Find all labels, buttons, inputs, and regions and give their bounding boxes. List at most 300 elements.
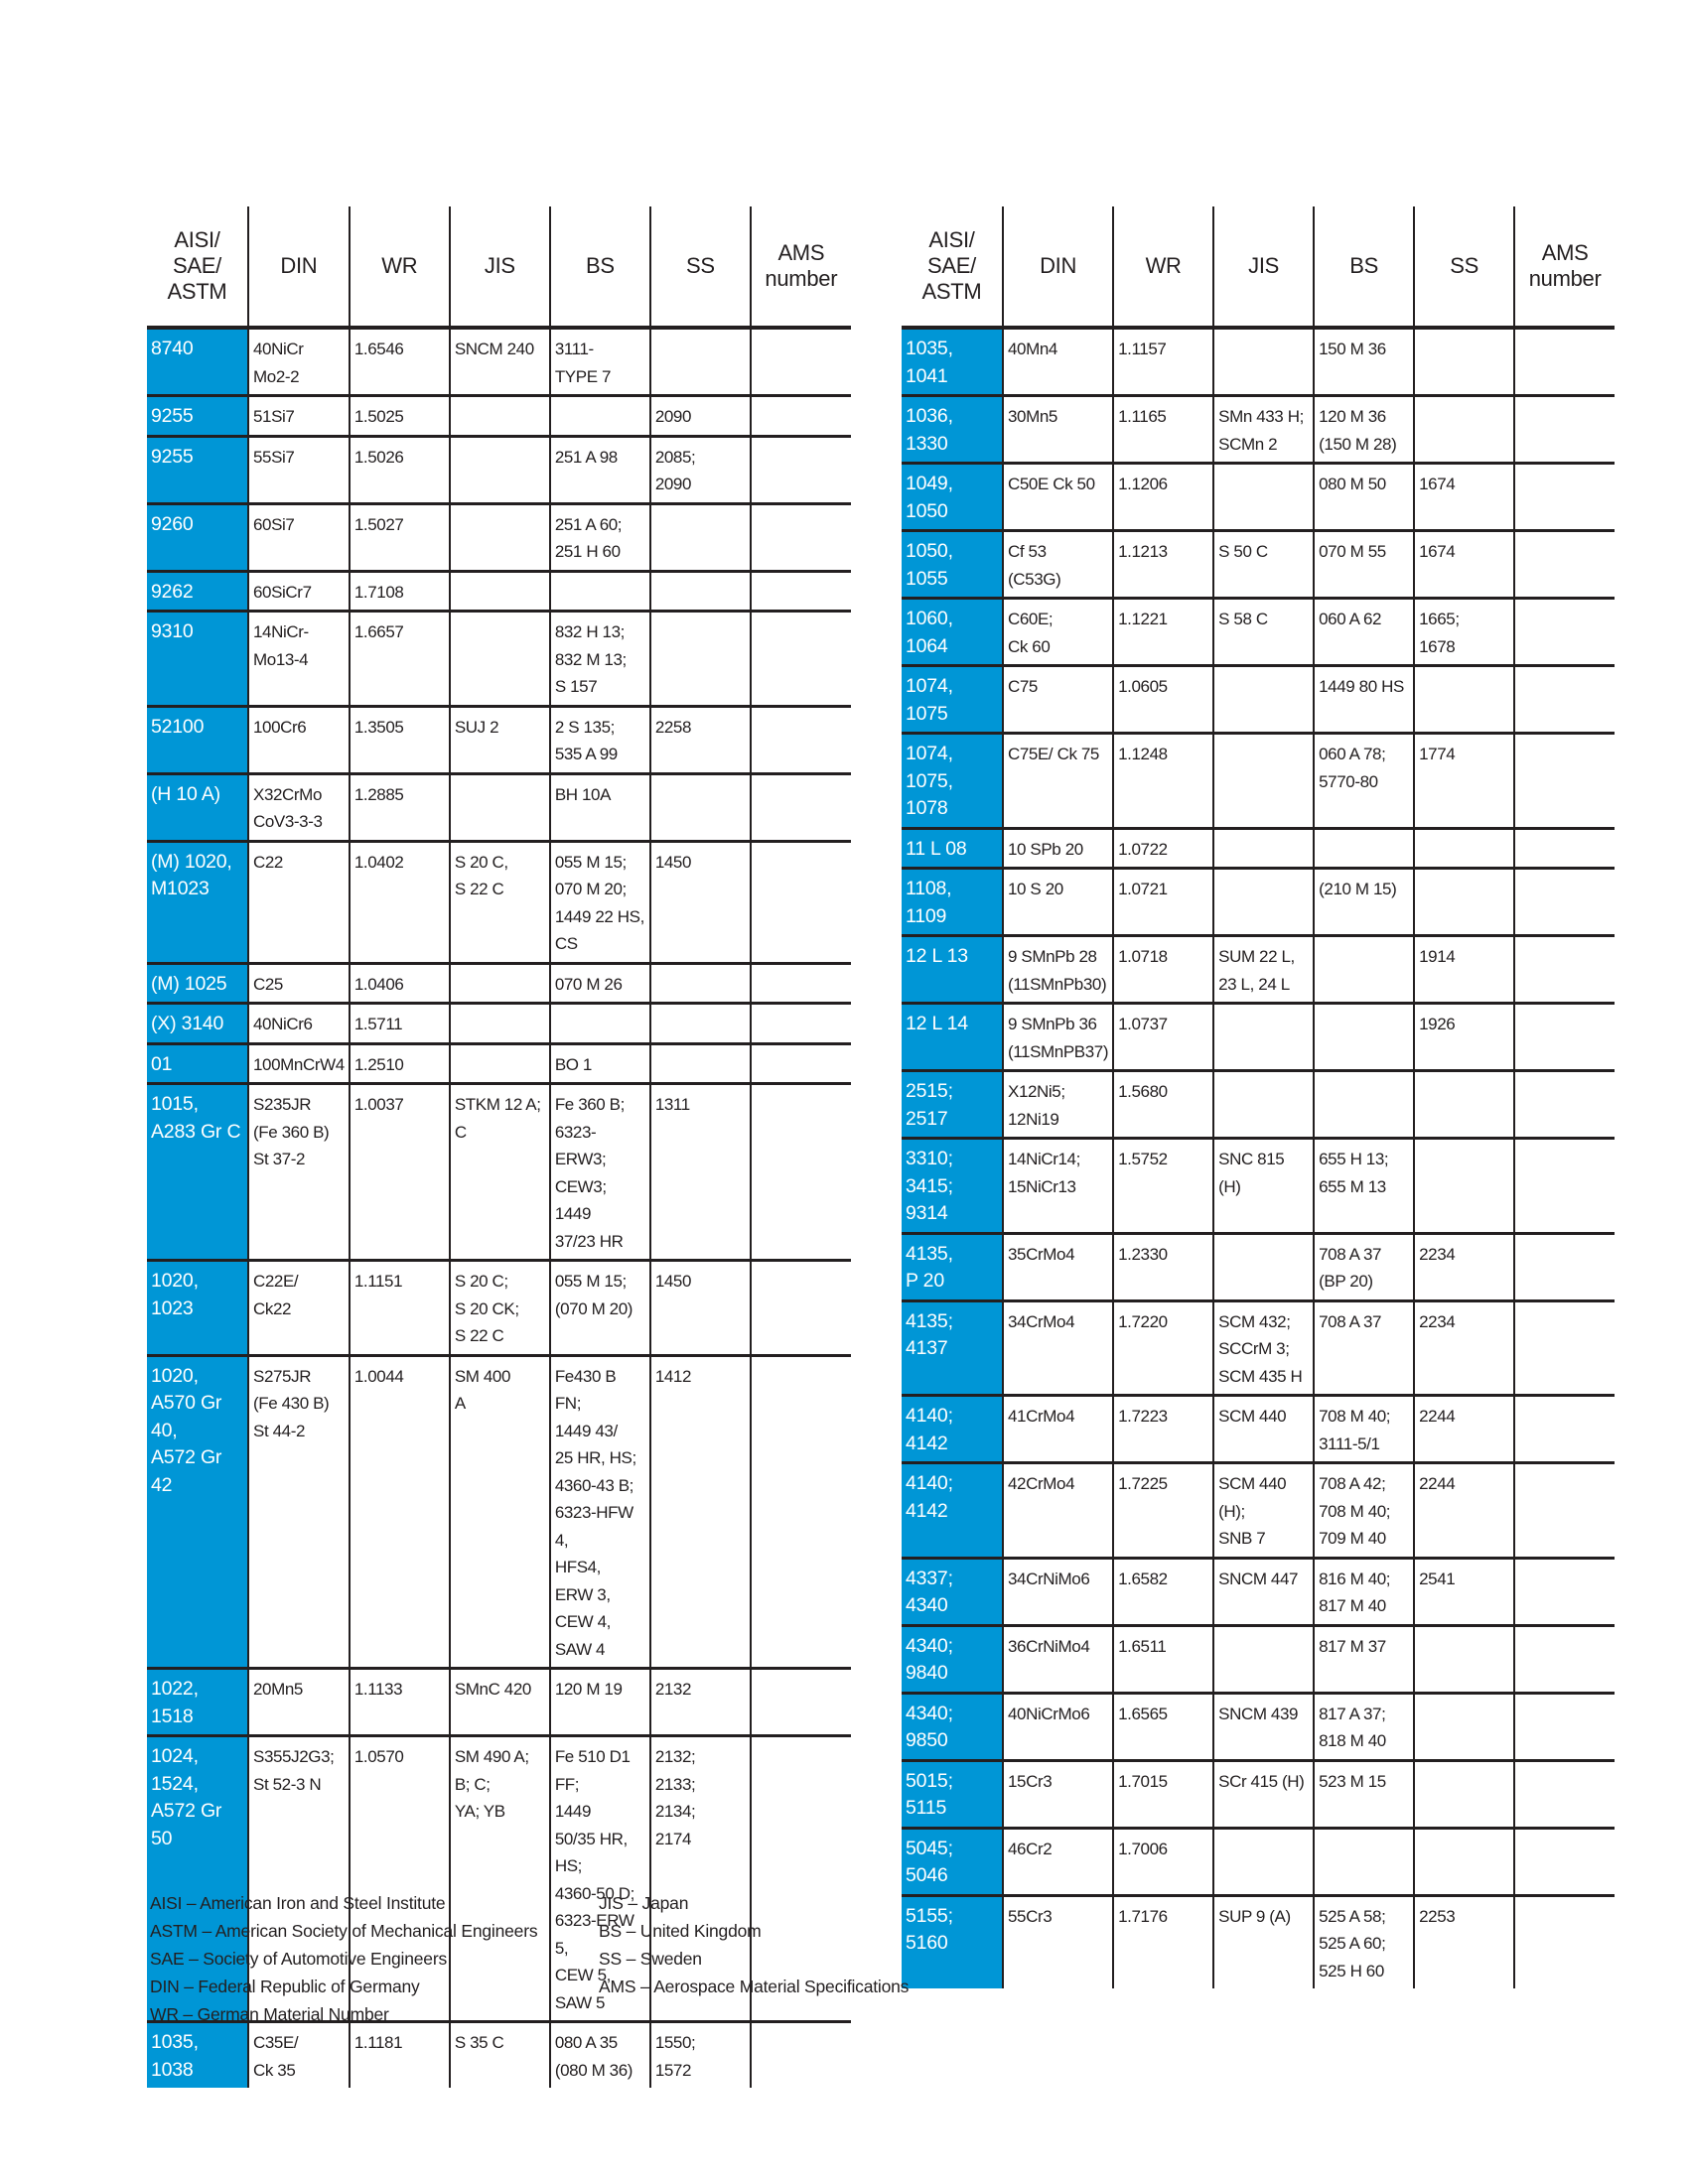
cell-wr: 1.2885 (350, 773, 450, 841)
cell-bs: BH 10A (550, 773, 650, 841)
cell-din: 46Cr2 (1003, 1828, 1113, 1895)
cell-bs: 1449 80 HS (1314, 666, 1414, 734)
cell-ss (1414, 666, 1514, 734)
cell-ams-number (1514, 936, 1615, 1004)
cell-bs: 120 M 19 (550, 1669, 650, 1736)
cell-bs: 055 M 15; 070 M 20; 1449 22 HS, CS (550, 841, 650, 963)
table-row (902, 1004, 1615, 1071)
cell-bs: Fe430 B FN; 1449 43/ 25 HR, HS; 4360-43 B; 6323-HFW 4, HFS4, ERW 3, CEW 4, SAW 4 (550, 1355, 650, 1669)
table-body-right (902, 328, 1615, 1988)
cell-wr: 1.6511 (1113, 1625, 1213, 1693)
cell-aisi-sae-astm: 4340; 9850 (902, 1693, 1003, 1760)
table-row (902, 1463, 1615, 1559)
cell-din: 100Cr6 (248, 706, 350, 773)
cell-wr: 1.0406 (350, 963, 450, 1004)
cell-ss (1414, 1071, 1514, 1139)
cell-ams-number (1514, 1558, 1615, 1625)
cell-wr: 1.5680 (1113, 1071, 1213, 1139)
cell-ams-number (751, 396, 851, 437)
cell-din: 42CrMo4 (1003, 1463, 1113, 1559)
cell-aisi-sae-astm: 01 (147, 1043, 248, 1084)
cell-ss (1414, 828, 1514, 869)
table-row (902, 734, 1615, 829)
cell-bs: 080 M 50 (1314, 464, 1414, 531)
cell-bs: 655 H 13; 655 M 13 (1314, 1139, 1414, 1234)
cell-ams-number (751, 963, 851, 1004)
cell-ams-number (1514, 328, 1615, 396)
cell-din: C22E/ Ck22 (248, 1261, 350, 1356)
cell-aisi-sae-astm: 5015; 5115 (902, 1760, 1003, 1828)
cell-din: 40Mn4 (1003, 328, 1113, 396)
table-row (902, 464, 1615, 531)
cell-bs: 817 A 37; 818 M 40 (1314, 1693, 1414, 1760)
cell-ams-number (751, 1084, 851, 1261)
cell-ss: 1914 (1414, 936, 1514, 1004)
table-row (902, 1760, 1615, 1828)
cell-bs: 832 H 13; 832 M 13; S 157 (550, 612, 650, 707)
cell-din: C75E/ Ck 75 (1003, 734, 1113, 829)
cell-aisi-sae-astm: (X) 3140 (147, 1004, 248, 1044)
cell-ams-number (1514, 1300, 1615, 1396)
cell-ams-number (1514, 1828, 1615, 1895)
cell-jis: SUP 9 (A) (1213, 1895, 1314, 1988)
cell-jis: SCM 440 (1213, 1396, 1314, 1463)
cell-ams-number (751, 436, 851, 503)
cell-din: 30Mn5 (1003, 396, 1113, 464)
cell-jis: SNCM 240 (450, 328, 550, 396)
cell-wr: 1.5026 (350, 436, 450, 503)
table-row (147, 1261, 851, 1356)
cell-wr: 1.7108 (350, 571, 450, 612)
cell-bs (550, 1004, 650, 1044)
cell-wr: 1.1181 (350, 2022, 450, 2089)
header-wr: WR (350, 206, 450, 328)
cell-jis: S 20 C; S 20 CK; S 22 C (450, 1261, 550, 1356)
steel-cross-reference-table-left (147, 206, 851, 2088)
cell-aisi-sae-astm: 4340; 9840 (902, 1625, 1003, 1693)
cell-bs: 708 A 37 (BP 20) (1314, 1233, 1414, 1300)
cell-din: S355J2G3; St 52-3 N (248, 1736, 350, 2022)
cell-aisi-sae-astm: 4140; 4142 (902, 1396, 1003, 1463)
cell-ams-number (1514, 396, 1615, 464)
cell-wr: 1.6582 (1113, 1558, 1213, 1625)
cell-din: Cf 53 (C53G) (1003, 531, 1113, 599)
cell-din: 10 SPb 20 (1003, 828, 1113, 869)
cell-din: 20Mn5 (248, 1669, 350, 1736)
cell-wr: 1.6546 (350, 328, 450, 396)
cell-jis: SMnC 420 (450, 1669, 550, 1736)
cell-din: 40NiCr6 (248, 1004, 350, 1044)
header-jis: JIS (1213, 206, 1314, 328)
header-ss: SS (1414, 206, 1514, 328)
cell-ams-number (1514, 1071, 1615, 1139)
table-row (147, 1004, 851, 1044)
cell-aisi-sae-astm: (H 10 A) (147, 773, 248, 841)
header-aisi-sae-astm: AISI/ SAE/ ASTM (147, 206, 248, 328)
cell-ss (1414, 1139, 1514, 1234)
table-header-row (147, 206, 851, 328)
cell-wr: 1.0718 (1113, 936, 1213, 1004)
cell-ams-number (751, 1669, 851, 1736)
legend-item: ASTM – American Society of Mechanical Engineers (150, 1921, 538, 1941)
cell-ss: 1774 (1414, 734, 1514, 829)
cell-ss (1414, 328, 1514, 396)
cell-din: S275JR (Fe 430 B) St 44-2 (248, 1355, 350, 1669)
cell-wr: 1.1213 (1113, 531, 1213, 599)
table-row (147, 396, 851, 437)
cell-bs: 708 A 37 (1314, 1300, 1414, 1396)
cell-din: 9 SMnPb 36 (11SMnPB37) (1003, 1004, 1113, 1071)
table-body-left (147, 328, 851, 2088)
legend-item: JIS – Japan (599, 1893, 689, 1913)
cell-aisi-sae-astm: 9262 (147, 571, 248, 612)
cell-ams-number (1514, 734, 1615, 829)
legend-item: BS – United Kingdom (599, 1921, 762, 1941)
cell-ams-number (751, 612, 851, 707)
cell-ss (650, 773, 751, 841)
table-row (902, 1625, 1615, 1693)
cell-bs: 060 A 78; 5770-80 (1314, 734, 1414, 829)
cell-bs: 708 A 42; 708 M 40; 709 M 40 (1314, 1463, 1414, 1559)
cell-bs: 817 M 37 (1314, 1625, 1414, 1693)
cell-jis: SNC 815 (H) (1213, 1139, 1314, 1234)
cell-aisi-sae-astm: 1024, 1524, A572 Gr 50 (147, 1736, 248, 2022)
cell-ams-number (1514, 1004, 1615, 1071)
cell-bs: 3111- TYPE 7 (550, 328, 650, 396)
legend-item: SAE – Society of Automotive Engineers (150, 1949, 448, 1969)
cell-bs: 251 A 98 (550, 436, 650, 503)
cell-jis (1213, 328, 1314, 396)
table-row (147, 328, 851, 396)
header-jis: JIS (450, 206, 550, 328)
cell-jis: SMn 433 H; SCMn 2 (1213, 396, 1314, 464)
cell-aisi-sae-astm: 9255 (147, 396, 248, 437)
cell-aisi-sae-astm: (M) 1025 (147, 963, 248, 1004)
cell-aisi-sae-astm: 1022, 1518 (147, 1669, 248, 1736)
cell-din: 14NiCr14; 15NiCr13 (1003, 1139, 1113, 1234)
cell-ss (650, 571, 751, 612)
cell-ss: 1665; 1678 (1414, 599, 1514, 666)
table-row (147, 503, 851, 571)
cell-wr: 1.3505 (350, 706, 450, 773)
cell-ss (1414, 1760, 1514, 1828)
cell-jis: SUJ 2 (450, 706, 550, 773)
cell-bs: 150 M 36 (1314, 328, 1414, 396)
cell-ss (1414, 1625, 1514, 1693)
table-row (147, 2022, 851, 2089)
cell-aisi-sae-astm: 2515; 2517 (902, 1071, 1003, 1139)
cell-aisi-sae-astm: 1108, 1109 (902, 869, 1003, 936)
cell-wr: 1.6657 (350, 612, 450, 707)
cell-din: 9 SMnPb 28 (11SMnPb30) (1003, 936, 1113, 1004)
cell-bs (550, 571, 650, 612)
cell-bs: Fe 360 B; 6323-ERW3; CEW3; 1449 37/23 HR (550, 1084, 650, 1261)
legend-item: SS – Sweden (599, 1949, 702, 1969)
header-ams-number: AMS number (751, 206, 851, 328)
cell-aisi-sae-astm: 1035, 1038 (147, 2022, 248, 2089)
cell-bs: BO 1 (550, 1043, 650, 1084)
cell-aisi-sae-astm: 12 L 14 (902, 1004, 1003, 1071)
table-row (902, 531, 1615, 599)
cell-bs (1314, 936, 1414, 1004)
cell-aisi-sae-astm: 4135, P 20 (902, 1233, 1003, 1300)
cell-din: C22 (248, 841, 350, 963)
cell-wr: 1.0737 (1113, 1004, 1213, 1071)
cell-ss: 2541 (1414, 1558, 1514, 1625)
cell-ss (1414, 396, 1514, 464)
cell-ss: 2090 (650, 396, 751, 437)
cell-bs: 120 M 36 (150 M 28) (1314, 396, 1414, 464)
header-bs: BS (1314, 206, 1414, 328)
cell-wr: 1.7015 (1113, 1760, 1213, 1828)
cell-din: 100MnCrW4 (248, 1043, 350, 1084)
cell-ss: 2085; 2090 (650, 436, 751, 503)
cell-ss (650, 963, 751, 1004)
cell-din: 40NiCrMo6 (1003, 1693, 1113, 1760)
cell-ams-number (751, 328, 851, 396)
cell-jis: SCM 432; SCCrM 3; SCM 435 H (1213, 1300, 1314, 1396)
cell-ss (1414, 869, 1514, 936)
cell-din: 41CrMo4 (1003, 1396, 1113, 1463)
cell-ss: 2234 (1414, 1300, 1514, 1396)
cell-wr: 1.1133 (350, 1669, 450, 1736)
cell-din: 35CrMo4 (1003, 1233, 1113, 1300)
table-row (147, 436, 851, 503)
cell-bs: (210 M 15) (1314, 869, 1414, 936)
cell-din: C60E; Ck 60 (1003, 599, 1113, 666)
cell-wr: 1.7223 (1113, 1396, 1213, 1463)
cell-jis (450, 1043, 550, 1084)
cell-ams-number (1514, 1139, 1615, 1234)
table-row (147, 1355, 851, 1669)
cell-ss: 1926 (1414, 1004, 1514, 1071)
cell-jis (450, 436, 550, 503)
cell-bs: 060 A 62 (1314, 599, 1414, 666)
table-row (902, 1071, 1615, 1139)
cell-bs: Fe 510 D1 FF; 1449 50/35 HR, HS; 4360-50 D; 6323-ERW 5, CEW 5, SAW 5 (550, 1736, 650, 2022)
cell-jis (1213, 734, 1314, 829)
cell-aisi-sae-astm: 5155; 5160 (902, 1895, 1003, 1988)
cell-aisi-sae-astm: 4337; 4340 (902, 1558, 1003, 1625)
cell-din: C50E Ck 50 (1003, 464, 1113, 531)
table-row (902, 1895, 1615, 1988)
table-row (902, 1233, 1615, 1300)
cell-aisi-sae-astm: 1035, 1041 (902, 328, 1003, 396)
cell-wr: 1.6565 (1113, 1693, 1213, 1760)
cell-aisi-sae-astm: 9260 (147, 503, 248, 571)
cell-wr: 1.2330 (1113, 1233, 1213, 1300)
cell-din: 51Si7 (248, 396, 350, 437)
cell-jis (1213, 1828, 1314, 1895)
cell-wr: 1.5752 (1113, 1139, 1213, 1234)
cell-wr: 1.1151 (350, 1261, 450, 1356)
cell-bs (1314, 1828, 1414, 1895)
cell-ams-number (1514, 1396, 1615, 1463)
cell-aisi-sae-astm: 1020, 1023 (147, 1261, 248, 1356)
cell-jis (450, 396, 550, 437)
cell-jis (1213, 869, 1314, 936)
cell-wr: 1.5027 (350, 503, 450, 571)
header-ams-number: AMS number (1514, 206, 1615, 328)
cell-jis: SUM 22 L, 23 L, 24 L (1213, 936, 1314, 1004)
legend-item: WR – German Material Number (150, 2004, 389, 2024)
cell-jis (1213, 1004, 1314, 1071)
cell-din: 15Cr3 (1003, 1760, 1113, 1828)
table-row (147, 1084, 851, 1261)
cell-jis: S 20 C, S 22 C (450, 841, 550, 963)
cell-ss (650, 503, 751, 571)
table-row (902, 1828, 1615, 1895)
table-row (902, 666, 1615, 734)
cell-bs (550, 396, 650, 437)
cell-jis: S 35 C (450, 2022, 550, 2089)
cell-wr: 1.0402 (350, 841, 450, 963)
cell-wr: 1.1206 (1113, 464, 1213, 531)
cell-ams-number (751, 773, 851, 841)
cell-ams-number (751, 571, 851, 612)
cell-ams-number (1514, 1625, 1615, 1693)
cell-ams-number (751, 503, 851, 571)
cell-ss: 1450 (650, 841, 751, 963)
cell-wr: 1.5711 (350, 1004, 450, 1044)
cell-wr: 1.0044 (350, 1355, 450, 1669)
cell-ams-number (1514, 464, 1615, 531)
cell-aisi-sae-astm: 1060, 1064 (902, 599, 1003, 666)
cell-jis: SCr 415 (H) (1213, 1760, 1314, 1828)
legend-item: DIN – Federal Republic of Germany (150, 1977, 420, 1996)
cell-ss (650, 1043, 751, 1084)
cell-ams-number (1514, 1693, 1615, 1760)
table-row (147, 1669, 851, 1736)
cell-jis: S 58 C (1213, 599, 1314, 666)
table-row (902, 1396, 1615, 1463)
cell-ss (1414, 1828, 1514, 1895)
cell-jis: SM 400 A (450, 1355, 550, 1669)
table-row (902, 1693, 1615, 1760)
cell-ams-number (751, 1004, 851, 1044)
cell-wr: 1.7220 (1113, 1300, 1213, 1396)
cell-bs: 2 S 135; 535 A 99 (550, 706, 650, 773)
cell-ams-number (751, 2022, 851, 2089)
table-row (147, 706, 851, 773)
cell-bs: 070 M 26 (550, 963, 650, 1004)
cell-ams-number (751, 1261, 851, 1356)
cell-ams-number (1514, 869, 1615, 936)
cell-ss (650, 328, 751, 396)
cell-din: C75 (1003, 666, 1113, 734)
cell-jis (450, 1004, 550, 1044)
cell-bs: 080 A 35 (080 M 36) (550, 2022, 650, 2089)
cell-din: 40NiCr Mo2-2 (248, 328, 350, 396)
cell-jis: SNCM 439 (1213, 1693, 1314, 1760)
cell-bs (1314, 828, 1414, 869)
cell-aisi-sae-astm: 1074, 1075, 1078 (902, 734, 1003, 829)
cell-ss (650, 612, 751, 707)
cell-wr: 1.5025 (350, 396, 450, 437)
cell-wr: 1.2510 (350, 1043, 450, 1084)
cell-din: 34CrMo4 (1003, 1300, 1113, 1396)
cell-jis (1213, 666, 1314, 734)
cell-wr: 1.1248 (1113, 734, 1213, 829)
cell-din: 14NiCr- Mo13-4 (248, 612, 350, 707)
cell-jis (1213, 1071, 1314, 1139)
table-row (147, 773, 851, 841)
cell-wr: 1.7176 (1113, 1895, 1213, 1988)
cell-aisi-sae-astm: 1015, A283 Gr C (147, 1084, 248, 1261)
cell-ss: 1412 (650, 1355, 751, 1669)
cell-ss: 2132 (650, 1669, 751, 1736)
cell-jis: SNCM 447 (1213, 1558, 1314, 1625)
cell-ss: 1550; 1572 (650, 2022, 751, 2089)
legend-column-right (599, 1889, 909, 2000)
cell-ss: 1674 (1414, 531, 1514, 599)
cell-ss: 2258 (650, 706, 751, 773)
cell-bs: 523 M 15 (1314, 1760, 1414, 1828)
cell-aisi-sae-astm: 1074, 1075 (902, 666, 1003, 734)
cell-bs (1314, 1004, 1414, 1071)
legend-item: AMS – Aerospace Material Specifications (599, 1977, 910, 1996)
cell-bs (1314, 1071, 1414, 1139)
cell-bs: 070 M 55 (1314, 531, 1414, 599)
cell-aisi-sae-astm: 1036, 1330 (902, 396, 1003, 464)
cell-ams-number (1514, 1463, 1615, 1559)
cell-wr: 1.0722 (1113, 828, 1213, 869)
cell-ss: 2132; 2133; 2134; 2174 (650, 1736, 751, 2022)
cell-jis: SCM 440 (H); SNB 7 (1213, 1463, 1314, 1559)
cell-aisi-sae-astm: 52100 (147, 706, 248, 773)
header-wr: WR (1113, 206, 1213, 328)
cell-ams-number (751, 706, 851, 773)
cell-jis (1213, 1233, 1314, 1300)
cell-din: C35E/ Ck 35 (248, 2022, 350, 2089)
cell-ss: 1674 (1414, 464, 1514, 531)
cell-jis (450, 503, 550, 571)
cell-aisi-sae-astm: 12 L 13 (902, 936, 1003, 1004)
table-row (902, 869, 1615, 936)
cell-din: S235JR (Fe 360 B) St 37-2 (248, 1084, 350, 1261)
table-row (902, 328, 1615, 396)
cell-aisi-sae-astm: 5045; 5046 (902, 1828, 1003, 1895)
legend-column-left (150, 1889, 537, 2028)
cell-jis (450, 963, 550, 1004)
cell-aisi-sae-astm: 8740 (147, 328, 248, 396)
cell-aisi-sae-astm: 11 L 08 (902, 828, 1003, 869)
cell-ams-number (1514, 1233, 1615, 1300)
cell-jis (450, 773, 550, 841)
cell-jis (450, 571, 550, 612)
cell-din: 55Cr3 (1003, 1895, 1113, 1988)
cell-din: 36CrNiMo4 (1003, 1625, 1113, 1693)
table-row (902, 1139, 1615, 1234)
cell-aisi-sae-astm: 9310 (147, 612, 248, 707)
table-row (147, 612, 851, 707)
cell-din: X32CrMo CoV3-3-3 (248, 773, 350, 841)
cell-jis: STKM 12 A; C (450, 1084, 550, 1261)
cell-jis (1213, 464, 1314, 531)
cell-bs: 708 M 40; 3111-5/1 (1314, 1396, 1414, 1463)
cell-jis (450, 612, 550, 707)
table-row (147, 841, 851, 963)
cell-aisi-sae-astm: 1020, A570 Gr 40, A572 Gr 42 (147, 1355, 248, 1669)
cell-ss (1414, 1693, 1514, 1760)
header-ss: SS (650, 206, 751, 328)
cell-bs: 055 M 15; (070 M 20) (550, 1261, 650, 1356)
cell-ams-number (1514, 1760, 1615, 1828)
cell-wr: 1.0570 (350, 1736, 450, 2022)
cell-ss: 2244 (1414, 1396, 1514, 1463)
cell-aisi-sae-astm: 4140; 4142 (902, 1463, 1003, 1559)
cell-ams-number (1514, 531, 1615, 599)
